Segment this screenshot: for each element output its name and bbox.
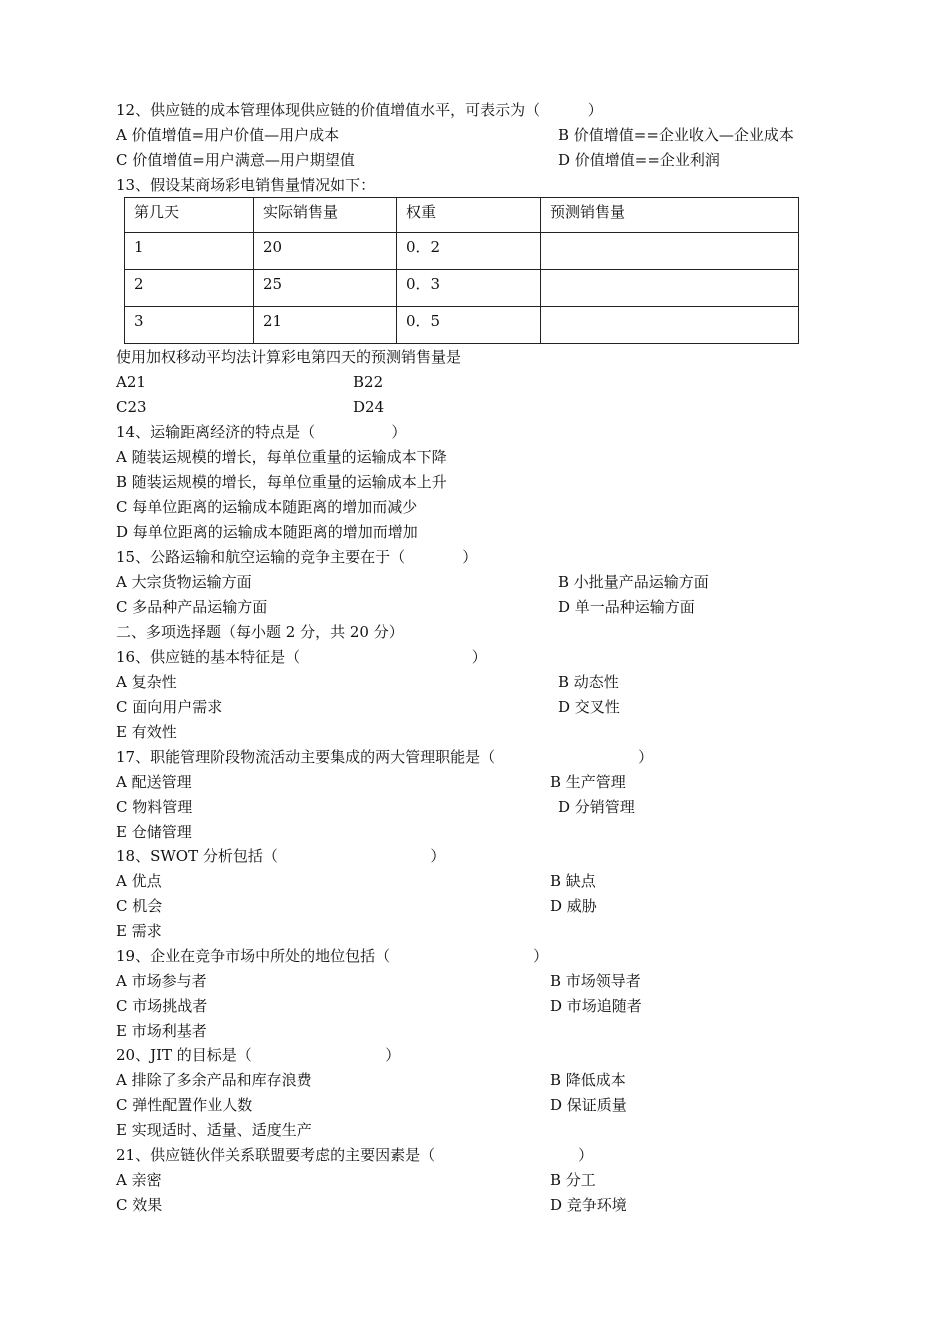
- question-13-option-d: D24: [353, 398, 385, 416]
- question-12-option-c: C 价值增值=用户满意—用户期望值: [116, 151, 355, 169]
- question-15-stem: 15、公路运输和航空运输的竞争主要在于（ ）: [116, 548, 478, 566]
- table-cell: 3: [125, 307, 254, 344]
- question-20-option-b: B 降低成本: [550, 1071, 626, 1089]
- question-16-option-b: B 动态性: [558, 673, 619, 691]
- question-20-option-c: C 弹性配置作业人数: [116, 1096, 253, 1114]
- question-12-option-b: B 价值增值==企业收入—企业成本: [558, 126, 794, 144]
- question-13-option-a: A21: [116, 373, 146, 391]
- table-cell: 0．3: [397, 270, 541, 307]
- question-13-question: 使用加权移动平均法计算彩电第四天的预测销售量是: [116, 348, 462, 366]
- question-20-stem: 20、JIT 的目标是（ ）: [116, 1046, 401, 1064]
- question-12-option-d: D 价值增值==企业利润: [558, 151, 720, 169]
- question-14-option-d: D 每单位距离的运输成本随距离的增加而增加: [116, 523, 418, 541]
- question-18-stem: 18、SWOT 分析包括（ ）: [116, 847, 446, 865]
- table-cell: [541, 270, 799, 307]
- question-14-option-c: C 每单位距离的运输成本随距离的增加而减少: [116, 498, 418, 516]
- question-18-option-e: E 需求: [116, 922, 162, 940]
- question-14-option-b: B 随装运规模的增长，每单位重量的运输成本上升: [116, 473, 447, 491]
- table-header-cell: 预测销售量: [541, 198, 799, 233]
- table-header-cell: 第几天: [125, 198, 254, 233]
- question-12-stem: 12、供应链的成本管理体现供应链的价值增值水平，可表示为（ ）: [116, 101, 603, 119]
- question-13-option-c: C23: [116, 398, 147, 416]
- question-15-option-d: D 单一品种运输方面: [558, 598, 695, 616]
- question-15-option-a: A 大宗货物运输方面: [116, 573, 252, 591]
- question-19-stem: 19、企业在竞争市场中所处的地位包括（ ）: [116, 947, 549, 965]
- question-16-option-d: D 交叉性: [558, 698, 620, 716]
- question-16-option-e: E 有效性: [116, 723, 177, 741]
- table-row: [125, 307, 799, 344]
- table-cell: 20: [254, 233, 397, 270]
- question-18-option-c: C 机会: [116, 897, 163, 915]
- question-16-option-c: C 面向用户需求: [116, 698, 223, 716]
- question-15-option-b: B 小批量产品运输方面: [558, 573, 709, 591]
- question-18-option-b: B 缺点: [550, 872, 596, 890]
- question-14-stem: 14、运输距离经济的特点是（ ）: [116, 423, 407, 441]
- question-19-option-b: B 市场领导者: [550, 972, 641, 990]
- question-21-stem: 21、供应链伙伴关系联盟要考虑的主要因素是（ ）: [116, 1146, 594, 1164]
- question-17-option-d: D 分销管理: [558, 798, 635, 816]
- table-cell: 25: [254, 270, 397, 307]
- section-heading: 二、多项选择题（每小题 2 分，共 20 分）: [116, 623, 404, 641]
- table-cell: 2: [125, 270, 254, 307]
- question-21-option-d: D 竞争环境: [550, 1196, 627, 1214]
- question-17-stem: 17、职能管理阶段物流活动主要集成的两大管理职能是（ ）: [116, 748, 654, 766]
- table-header-cell: 实际销售量: [254, 198, 397, 233]
- question-19-option-a: A 市场参与者: [116, 972, 207, 990]
- question-21-option-a: A 亲密: [116, 1171, 162, 1189]
- question-14-option-a: A 随装运规模的增长，每单位重量的运输成本下降: [116, 448, 447, 466]
- table-header-cell: 权重: [397, 198, 541, 233]
- question-13-option-b: B22: [353, 373, 384, 391]
- question-15-option-c: C 多品种产品运输方面: [116, 598, 268, 616]
- question-19-option-e: E 市场利基者: [116, 1022, 207, 1040]
- question-21-option-c: C 效果: [116, 1196, 163, 1214]
- question-12-option-a: A 价值增值=用户价值—用户成本: [116, 126, 340, 144]
- sales-table: [124, 197, 799, 344]
- question-17-option-a: A 配送管理: [116, 773, 192, 791]
- question-17-option-b: B 生产管理: [550, 773, 626, 791]
- question-20-option-a: A 排除了多余产品和库存浪费: [116, 1071, 312, 1089]
- table-row: [125, 233, 799, 270]
- question-20-option-d: D 保证质量: [550, 1096, 627, 1114]
- question-18-option-a: A 优点: [116, 872, 162, 890]
- table-cell: 21: [254, 307, 397, 344]
- question-17-option-e: E 仓储管理: [116, 823, 192, 841]
- table-cell: 0．5: [397, 307, 541, 344]
- question-19-option-d: D 市场追随者: [550, 997, 642, 1015]
- question-16-option-a: A 复杂性: [116, 673, 177, 691]
- question-20-option-e: E 实现适时、适量、适度生产: [116, 1121, 312, 1139]
- table-cell: [541, 233, 799, 270]
- question-17-option-c: C 物料管理: [116, 798, 193, 816]
- table-cell: 1: [125, 233, 254, 270]
- question-13-stem: 13、假设某商场彩电销售量情况如下：: [116, 176, 376, 194]
- question-16-stem: 16、供应链的基本特征是（ ）: [116, 648, 487, 666]
- table-header-row: [125, 198, 799, 233]
- table-row: [125, 270, 799, 307]
- question-18-option-d: D 威胁: [550, 897, 597, 915]
- table-cell: [541, 307, 799, 344]
- question-19-option-c: C 市场挑战者: [116, 997, 208, 1015]
- table-cell: 0．2: [397, 233, 541, 270]
- question-21-option-b: B 分工: [550, 1171, 596, 1189]
